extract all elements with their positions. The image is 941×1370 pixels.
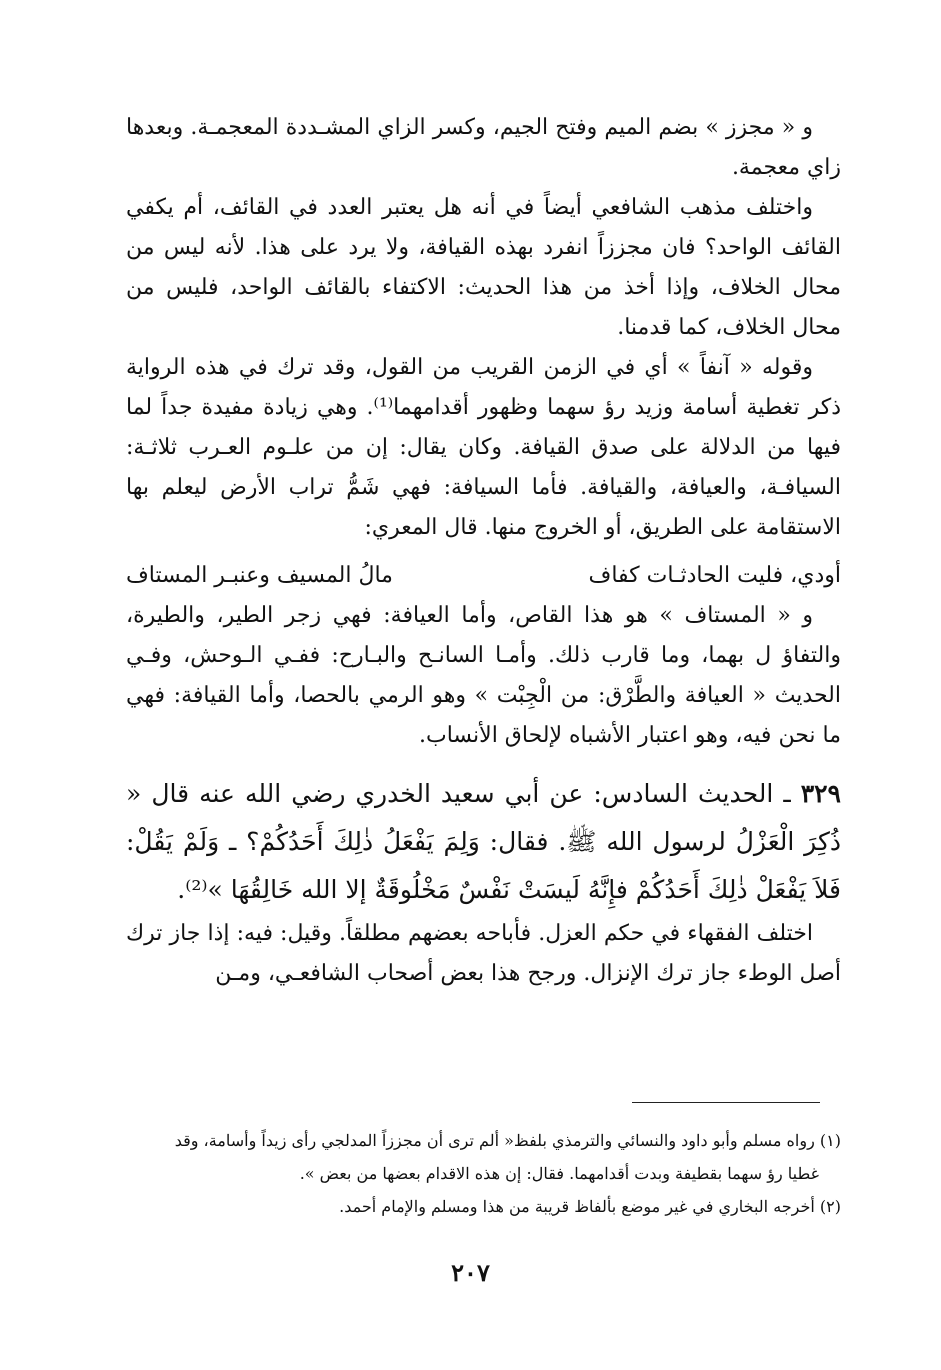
main-text bbox=[126, 108, 841, 994]
poem-verse bbox=[126, 556, 841, 596]
hadith-block bbox=[126, 770, 841, 914]
hadith-number: ٣٢٩ bbox=[800, 779, 841, 808]
page-number: ٢٠٧ bbox=[451, 1258, 490, 1287]
poem-hemistich-first: أودي، فليت الحادثـات كفاف bbox=[588, 563, 841, 588]
paragraph-5: اختلف الفقهاء في حكم العزل. فأباحه بعضهم مطلقاً. وقيل: فيه: إذا جاز ترك أصل الوطء جاز ترك الإنزال. ورجح هذا بعض أصحاب الشافعـي، ومـن bbox=[126, 921, 841, 986]
footnote-1-line-2: غطيا رؤ سهما بقطيفة وبدت أقدامهما. فقال: إن هذه الاقدام بعضها من بعض ». bbox=[299, 1164, 819, 1183]
footnote-1-line-1: (١) رواه مسلم وأبو داود والنسائي والترمذي بلفظ« ألم ترى أن مجززاً المدلجي رأى زيداً وأسامة، وقد bbox=[174, 1131, 841, 1150]
footnotes bbox=[126, 1124, 841, 1223]
hadith-text: ـ الحديث السادس: عن أبي سعيد الخدري رضي الله عنه قال « ذُكِرَ الْعَزْلُ لرسول الله ﷺ. فقال: وَلِمَ يَفْعَلُ ذٰلِكَ أَحَدُكُمْ؟ ـ وَلَمْ يَقُلْ: فَلاَ يَفْعَلْ ذٰلِكَ أَحَدُكُمْ فإِنَّهُ لَيسَتْ نَفْسٌ مَخْلُوقَةٌ إلا الله خَالِقُهَا »⁽²⁾. bbox=[126, 779, 841, 904]
paragraph-3: وقوله « آنفاً » أي في الزمن القريب من القول، وقد ترك في هذه الرواية ذكر تغطية أسامة وزيد رؤ سهما وظهور أقدامهما⁽¹⁾. وهي زيادة مفيدة جداً لما فيها من الدلالة على صدق القيافة. وكان يقال: إن من علـوم العـرب ثلاثـة: السيافـة، والعيافة، والقيافة. فأما السيافة: فهي شَمُّ تراب الأرض ليعلم بها الاستقامة على الطريق، أو الخروج منها. قال المعري: bbox=[126, 355, 841, 540]
paragraph-2: واختلف مذهب الشافعي أيضاً في أنه هل يعتبر العدد في القائف، أم يكفي القائف الواحد؟ فان مجززاً انفرد بهذه القيافة، ولا يرد على هذا. لأنه ليس من محال الخلاف، وإذا أخذ من هذا الحديث: الاكتفاء بالقائف الواحد، فليس من محال الخلاف، كما قدمنا. bbox=[126, 195, 841, 340]
poem-hemistich-second: مالُ المسيف وعنبـر المستاف bbox=[126, 563, 393, 588]
footnote-separator bbox=[632, 1102, 820, 1103]
paragraph-4: و « المستاف » هو هذا القاص، وأما العيافة: فهي زجر الطير، والطيرة، والتفاؤ ل بهما، وما قارب ذلك. وأمـا السانـح والبـارح: ففـي الـوحش، وفـي الحديث « العيافة والطَّرْق: من الْجِبْت » وهو الرمي بالحصا، وأما القيافة: فهي ما نحن فيه، وهو اعتبار الأشباه لإلحاق الأنساب. bbox=[126, 603, 841, 748]
footnote-2: (٢) أخرجه البخاري في غير موضع بألفاظ قريبة من هذا ومسلم والإمام أحمد. bbox=[339, 1197, 841, 1216]
paragraph-1: و « مجزز » بضم الميم وفتح الجيم، وكسر الزاي المشـددة المعجمـة. وبعدها زاي معجمة. bbox=[126, 115, 841, 180]
